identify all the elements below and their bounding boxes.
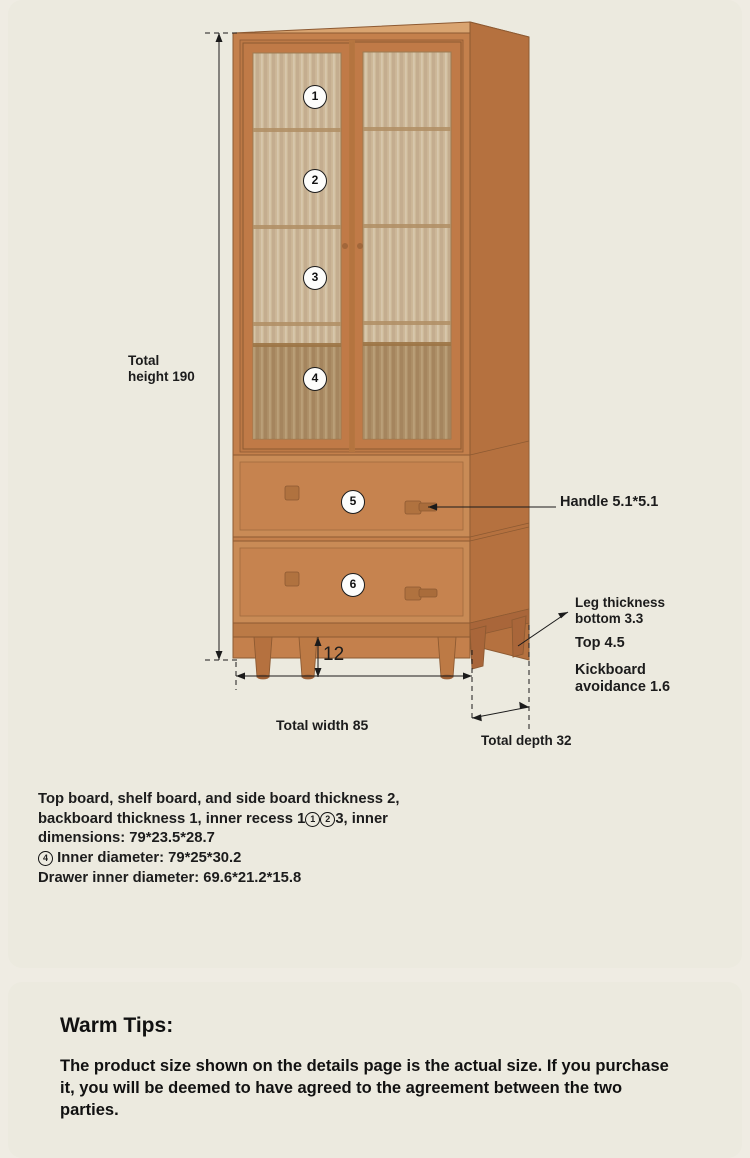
marker-4: 4: [303, 367, 327, 391]
spec-boards-part2: 3, inner dimensions: 79*23.5*28.7: [38, 810, 388, 847]
cabinet-base-rail: [233, 623, 470, 637]
spec-line-drawer-diameter: Drawer inner diameter: 69.6*21.2*15.8: [38, 869, 302, 886]
spec-boards-part1: Top board, shelf board, and side board thickness 2, backboard thickness 1, inner recess 1: [38, 791, 400, 827]
spec-line-inner-diameter: [38, 849, 468, 869]
left-glass-door: [243, 43, 351, 449]
marker-5: 5: [341, 490, 365, 514]
spec-mark-1: 1: [305, 812, 320, 827]
spec-mark-2: 2: [320, 812, 335, 827]
marker-2: 2: [303, 169, 327, 193]
label-leg-thickness: Leg thickness bottom 3.3: [575, 595, 666, 626]
warm-tips-body: The product size shown on the details page is the actual size. If you purchase it, you will be deemed to have agreed to the agreement between the two parties.: [60, 1057, 669, 1119]
label-total-depth: Total depth 32: [481, 733, 572, 748]
label-leg-clearance: 12: [323, 644, 345, 665]
spec-inner-text: Inner diameter: 79*25*30.2: [57, 850, 242, 867]
label-total-height: Total height 190: [128, 353, 195, 384]
drawer-lower: [233, 527, 529, 623]
label-handle-size: Handle 5.1*5.1: [560, 494, 659, 510]
right-glass-door: [353, 42, 461, 449]
spec-mark-4: 4: [38, 851, 53, 866]
label-kickboard-avoidance: Kickboard avoidance 1.6: [575, 662, 671, 696]
marker-6: 6: [341, 573, 365, 597]
label-top-thickness: Top 4.5: [575, 635, 625, 651]
drawer-upper: [233, 441, 529, 537]
specification-text-block: [38, 790, 468, 888]
marker-1: 1: [303, 85, 327, 109]
spec-line-boards: [38, 790, 468, 849]
label-total-width: Total width 85: [276, 717, 369, 733]
warm-tips-title: Warm Tips:: [60, 1014, 174, 1037]
marker-3: 3: [303, 266, 327, 290]
